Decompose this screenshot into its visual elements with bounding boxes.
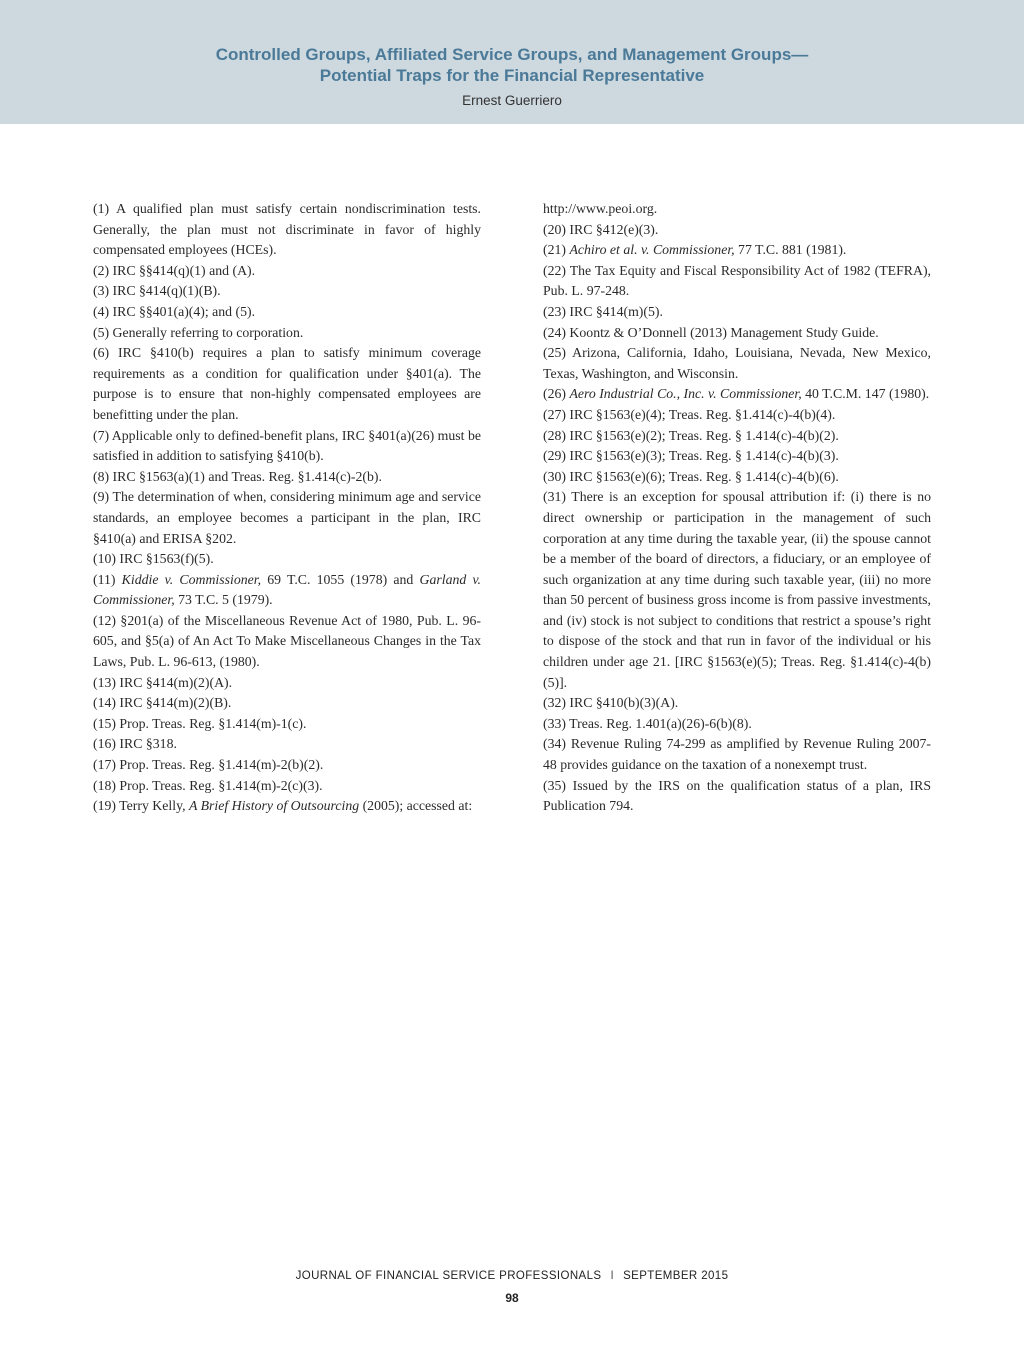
endnote (93, 796, 481, 817)
endnote (543, 714, 931, 735)
endnote-text: (20) IRC §412(e)(3). (543, 221, 659, 237)
endnote-text: (9) The determination of when, considering minimum age and service standards, an employee becomes a participant in the plan, IRC §410(a) and ERISA §202. (93, 489, 481, 546)
endnote-text: (3) IRC §414(q)(1)(B). (93, 283, 221, 299)
endnote-text: (11) (93, 571, 122, 587)
endnote (93, 611, 481, 673)
endnote-text: (31) There is an exception for spousal attribution if: (i) there is no direct ownership or participation in the management of such corporation at any time during the taxable year, (ii) the spouse cannot be a member of the board of directors, a fiduciary, or an employee of such organization at any time during such taxable year, (iii) no more than 50 percent of business gross income is from passive investments, and (iv) stock is not subject to conditions that restrict a spouse’s right to dispose of the stock and that run in favor of the individual or his children under age 21. [IRC §1563(e)(5); Treas. Reg. §1.414(c)-4(b)(5)]. (543, 489, 931, 690)
article-title-line-2: Potential Traps for the Financial Representative (319, 66, 705, 85)
page-number: 98 (505, 1291, 519, 1305)
endnote (93, 693, 481, 714)
endnote (543, 734, 931, 775)
endnote-text: 69 T.C. 1055 (1978) and (261, 571, 420, 587)
endnote (543, 487, 931, 693)
endnote-text: 77 T.C. 881 (1981). (734, 242, 847, 258)
endnote-text: 40 T.C.M. 147 (1980). (801, 386, 930, 402)
endnote (93, 734, 481, 755)
endnote (93, 343, 481, 425)
issue-date: SEPTEMBER 2015 (623, 1270, 729, 1282)
endnote-text: (24) Koontz & O’Donnell (2013) Management Study Guide. (543, 324, 879, 340)
endnote (543, 384, 931, 405)
endnote-text: (10) IRC §1563(f)(5). (93, 551, 214, 567)
endnote (543, 302, 931, 323)
endnote-text: (15) Prop. Treas. Reg. §1.414(m)-1(c). (93, 715, 307, 731)
endnote-text: (18) Prop. Treas. Reg. §1.414(m)-2(c)(3). (93, 777, 323, 793)
endnote (543, 693, 931, 714)
endnote-text: (7) Applicable only to defined-benefit plans, IRC §401(a)(26) must be satisfied in addition to satisfying §410(b). (93, 427, 481, 464)
endnote (543, 343, 931, 384)
endnote-text: (14) IRC §414(m)(2)(B). (93, 695, 232, 711)
endnote (543, 426, 931, 447)
endnote (93, 199, 481, 261)
endnote-text: (13) IRC §414(m)(2)(A). (93, 674, 233, 690)
endnote-italic-citation: Aero Industrial Co., Inc. v. Commissioner, (569, 386, 802, 402)
endnote (93, 549, 481, 570)
endnote-italic-citation: Achiro et al. v. Commissioner, (569, 242, 735, 258)
endnote (93, 281, 481, 302)
endnote (93, 755, 481, 776)
endnote-text: (32) IRC §410(b)(3)(A). (543, 695, 679, 711)
endnote-text: (12) §201(a) of the Miscellaneous Revenue Act of 1980, Pub. L. 96-605, and §5(a) of An Act To Make Miscellaneous Changes in the Tax Laws, Pub. L. 96-613, (1980). (93, 612, 481, 670)
endnote (93, 467, 481, 488)
endnote-text: (21) (543, 242, 570, 258)
endnote (543, 220, 931, 241)
endnote-text: (34) Revenue Ruling 74-299 as amplified by Revenue Ruling 2007-48 provides guidance on the taxation of a nonexempt trust. (543, 736, 931, 773)
endnote-text: (27) IRC §1563(e)(4); Treas. Reg. §1.414(c)-4(b)(4). (543, 406, 836, 422)
author-name: Ernest Guerriero (462, 93, 562, 108)
endnotes-right-column (543, 199, 931, 817)
endnotes-left-column (93, 199, 481, 817)
endnote-text: (8) IRC §1563(a)(1) and Treas. Reg. §1.414(c)-2(b). (93, 468, 382, 484)
endnote-text: (22) The Tax Equity and Fiscal Responsibility Act of 1982 (TEFRA), Pub. L. 97-248. (543, 262, 931, 299)
endnote-text: (28) IRC §1563(e)(2); Treas. Reg. § 1.414(c)-4(b)(2). (543, 427, 839, 443)
endnote (93, 673, 481, 694)
endnote-text: (29) IRC §1563(e)(3); Treas. Reg. § 1.414(c)-4(b)(3). (543, 448, 839, 464)
journal-name: JOURNAL OF FINANCIAL SERVICE PROFESSIONALS (295, 1270, 602, 1282)
endnote (543, 467, 931, 488)
endnote-text: (33) Treas. Reg. 1.401(a)(26)-6(b)(8). (543, 715, 752, 731)
endnote-text: 73 T.C. 5 (1979). (174, 592, 273, 608)
endnote (93, 426, 481, 467)
endnote (543, 405, 931, 426)
endnote (543, 446, 931, 467)
footer-journal-line (0, 1270, 1024, 1282)
endnote-text: (1) A qualified plan must satisfy certain nondiscrimination tests. Generally, the plan must not discriminate in favor of highly compensated employees (HCEs). (93, 201, 481, 258)
endnote (543, 261, 931, 302)
endnote-text: (4) IRC §§401(a)(4); and (5). (93, 303, 256, 319)
endnote (543, 776, 931, 817)
endnote-italic-citation: Garland v. Commissioner, (93, 571, 481, 608)
endnote-text: (25) Arizona, California, Idaho, Louisiana, Nevada, New Mexico, Texas, Washington, and Wisconsin. (543, 345, 931, 381)
article-title-line-1: Controlled Groups, Affiliated Service Groups, and Management Groups— (215, 45, 809, 64)
endnote-text: (16) IRC §318. (93, 736, 177, 752)
endnote-text: (26) (543, 386, 570, 402)
endnote-text: (5) Generally referring to corporation. (93, 324, 304, 340)
endnote (543, 240, 931, 261)
endnote (543, 199, 931, 220)
endnote-text: (2) IRC §§414(q)(1) and (A). (93, 262, 256, 278)
endnote (93, 487, 481, 549)
endnote (93, 714, 481, 735)
endnote (93, 776, 481, 797)
endnote-text: (19) Terry Kelly, (93, 798, 189, 814)
endnote-italic-citation: A Brief History of Outsourcing (188, 798, 360, 814)
endnote (93, 261, 481, 282)
endnote-text: (6) IRC §410(b) requires a plan to satisfy minimum coverage requirements as a condition for qualification under §401(a). The purpose is to ensure that non-highly compensated employees are benefitting under the plan. (93, 345, 481, 422)
endnote (93, 302, 481, 323)
endnote-text: http://www.peoi.org. (543, 201, 658, 216)
endnote-text: (35) Issued by the IRS on the qualification status of a plan, IRS Publication 794. (543, 777, 931, 814)
footer-separator: I (610, 1270, 615, 1282)
endnote (93, 323, 481, 344)
endnote-text: (17) Prop. Treas. Reg. §1.414(m)-2(b)(2). (93, 757, 324, 773)
endnote-text: (23) IRC §414(m)(5). (543, 303, 663, 319)
endnote (93, 570, 481, 611)
endnote-italic-citation: Kiddie v. Commissioner, (121, 571, 262, 587)
endnote-text: (2005); accessed at: (359, 798, 473, 814)
endnote (543, 323, 931, 344)
endnote-text: (30) IRC §1563(e)(6); Treas. Reg. § 1.414(c)-4(b)(6). (543, 468, 839, 484)
